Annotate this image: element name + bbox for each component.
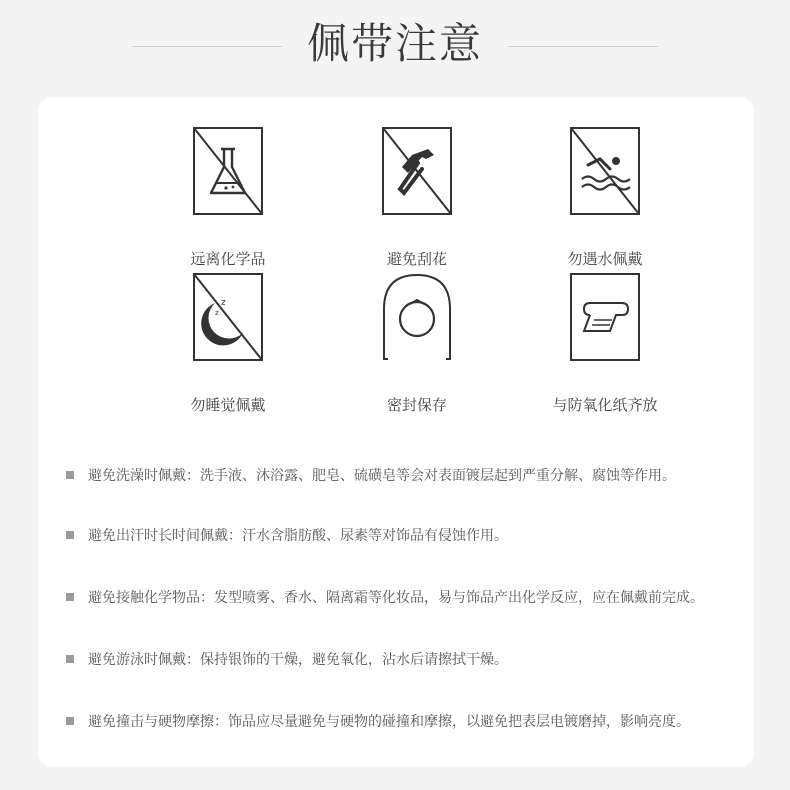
icon-label: 与防氧化纸齐放	[552, 396, 658, 414]
sealed-bag-icon	[382, 273, 452, 361]
svg-text:z: z	[221, 298, 226, 308]
icon-item-scratch	[332, 127, 492, 268]
icon-item-sleep	[143, 273, 303, 414]
bullet-square-icon	[66, 655, 74, 663]
icon-grid	[38, 97, 754, 414]
swimming-icon	[570, 127, 640, 215]
bullet-square-icon	[66, 531, 74, 539]
care-card: 远离化学品 避免刮花 勿遇水佩戴 z z 勿睡觉佩戴 密封保存 与防氧化纸齐放 避免洗澡时佩戴：洗手液、沐浴露、肥皂、硫磺皂等会对表面镀层起到严重分解、腐蚀等作用。 避免出汗时长时间佩戴：汗水含脂肪酸、尿素等对饰品有侵蚀作用。 避免接触化学物品：发型喷雾、香水、隔离霜等化妆品，易与饰品产出化学反应，应在佩戴前完成。 避免游泳时佩戴：保持银饰的干燥，避免氧化，沾水后请擦拭干燥。 避免撞击与硬物摩擦：饰品应尽量避免与硬物的碰撞和摩擦，以避免把表层电镀磨掉，影响亮度。	[38, 97, 754, 767]
icon-label: 勿睡觉佩戴	[190, 396, 266, 414]
divider-right	[508, 46, 658, 47]
paper-roll-icon	[570, 273, 640, 361]
bullet-square-icon	[66, 593, 74, 601]
bullet-square-icon	[66, 471, 74, 479]
page-title: 佩带注意	[306, 19, 483, 68]
flask-icon	[193, 127, 263, 215]
header	[0, 0, 790, 96]
icon-label: 勿遇水佩戴	[567, 250, 643, 268]
hammer-icon	[382, 127, 452, 215]
icon-item-paper	[520, 273, 680, 414]
icon-item-seal	[332, 273, 492, 414]
icon-label: 密封保存	[386, 396, 447, 414]
icon-label: 避免刮花	[386, 250, 447, 268]
sleep-moon-icon	[193, 273, 263, 361]
icon-label: 远离化学品	[190, 250, 266, 268]
icon-item-water	[520, 127, 680, 268]
icon-item-chemicals	[143, 127, 303, 268]
svg-text:z: z	[215, 309, 219, 317]
bullet-square-icon	[66, 717, 74, 725]
